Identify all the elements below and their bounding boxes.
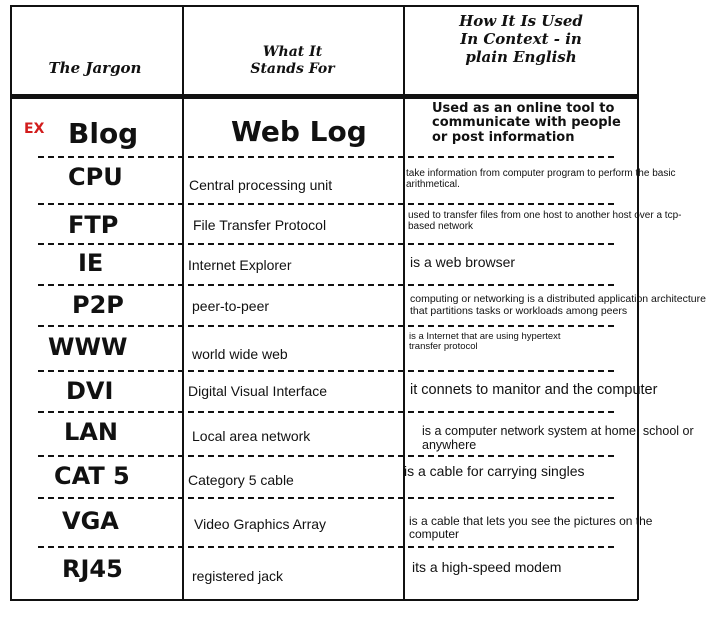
row-separator xyxy=(38,284,614,286)
stands-p2p: peer-to-peer xyxy=(192,298,270,314)
header-jargon xyxy=(20,59,170,77)
usage-vga xyxy=(409,515,652,541)
row-separator xyxy=(38,546,614,548)
header-usage-line-1: How It Is Used xyxy=(459,12,583,30)
stands-www: world wide web xyxy=(192,346,288,362)
term-dvi: DVI xyxy=(66,377,114,405)
term-rj45: RJ45 xyxy=(62,555,123,583)
usage-rj45-line-1: its a high-speed modem xyxy=(412,559,562,575)
usage-ftp-line-2: based network xyxy=(408,221,474,232)
term-ie: IE xyxy=(78,249,104,277)
usage-lan-line-2: anywhere xyxy=(422,437,477,452)
usage-cat5 xyxy=(404,464,585,479)
stands-ie: Internet Explorer xyxy=(188,257,292,273)
usage-rj45 xyxy=(412,560,561,575)
usage-cpu xyxy=(406,168,676,190)
column-divider-1 xyxy=(182,5,184,601)
usage-blog-line-1: Used as an online tool to xyxy=(432,101,615,116)
stands-vga: Video Graphics Array xyxy=(194,516,327,532)
table-bottom-border xyxy=(10,599,638,601)
stands-blog: Web Log xyxy=(231,115,367,148)
term-ftp: FTP xyxy=(68,211,119,239)
usage-cpu-line-1: take information from computer program to perform the basic xyxy=(406,168,676,179)
term-lan: LAN xyxy=(64,418,118,446)
usage-ie-line-1: is a web browser xyxy=(410,254,516,270)
usage-blog-line-3: or post information xyxy=(432,129,575,145)
usage-cpu-line-2: arithmetical. xyxy=(406,179,460,190)
usage-ftp xyxy=(408,210,681,232)
usage-ie xyxy=(410,255,515,270)
usage-lan xyxy=(422,425,694,453)
usage-dvi xyxy=(410,383,657,399)
row-separator xyxy=(38,455,614,457)
header-usage xyxy=(410,12,632,66)
row-separator xyxy=(38,325,614,327)
header-stands-for xyxy=(190,44,395,78)
usage-www-line-2: transfer protocol xyxy=(409,341,478,353)
usage-cat5-line-1: is a cable for carrying singles xyxy=(404,463,585,479)
term-vga: VGA xyxy=(62,507,119,535)
usage-vga-line-2: computer xyxy=(409,527,460,542)
example-label: EX xyxy=(24,121,45,137)
row-separator xyxy=(38,497,614,499)
usage-ftp-line-1: used to transfer files from one host to another host over a tcp- xyxy=(408,210,682,221)
usage-blog xyxy=(432,102,621,145)
row-separator xyxy=(38,411,614,413)
header-jargon-text: The Jargon xyxy=(48,59,142,77)
term-p2p: P2P xyxy=(72,291,124,319)
usage-dvi-line-1: it connets to manitor and the computer xyxy=(410,382,658,398)
term-cpu: CPU xyxy=(68,163,123,191)
usage-www xyxy=(409,332,561,353)
usage-p2p-line-2: that partitions tasks or workloads among peers xyxy=(410,304,628,317)
stands-rj45: registered jack xyxy=(192,568,284,584)
usage-lan-line-1: is a computer network system at home, school or xyxy=(422,424,694,438)
row-separator xyxy=(38,156,614,158)
header-stands-line-2: Stands For xyxy=(250,60,335,77)
usage-vga-line-1: is a cable that lets you see the pictures on the xyxy=(409,514,653,528)
header-stands-line-1: What It xyxy=(262,44,323,60)
table-top-border xyxy=(10,5,638,7)
usage-p2p-line-1: computing or networking is a distributed application architecture xyxy=(410,293,706,305)
usage-www-line-1: is a Internet that are using hypertext xyxy=(409,331,561,342)
stands-lan: Local area network xyxy=(192,428,311,444)
usage-blog-line-2: communicate with people xyxy=(432,115,621,131)
stands-ftp: File Transfer Protocol xyxy=(193,217,327,233)
column-divider-2 xyxy=(403,5,405,601)
term-cat5: CAT 5 xyxy=(54,462,130,490)
header-bottom-border xyxy=(10,94,638,99)
stands-dvi: Digital Visual Interface xyxy=(188,383,328,399)
header-usage-line-2: In Context - in xyxy=(460,30,582,48)
stands-cpu: Central processing unit xyxy=(189,177,333,193)
row-separator xyxy=(38,243,614,245)
row-separator xyxy=(38,370,614,372)
term-blog: Blog xyxy=(68,117,139,150)
usage-p2p xyxy=(410,294,720,317)
header-usage-line-3: plain English xyxy=(465,48,577,66)
row-separator xyxy=(38,203,614,205)
term-www: WWW xyxy=(48,333,128,361)
stands-cat5: Category 5 cable xyxy=(188,472,294,488)
